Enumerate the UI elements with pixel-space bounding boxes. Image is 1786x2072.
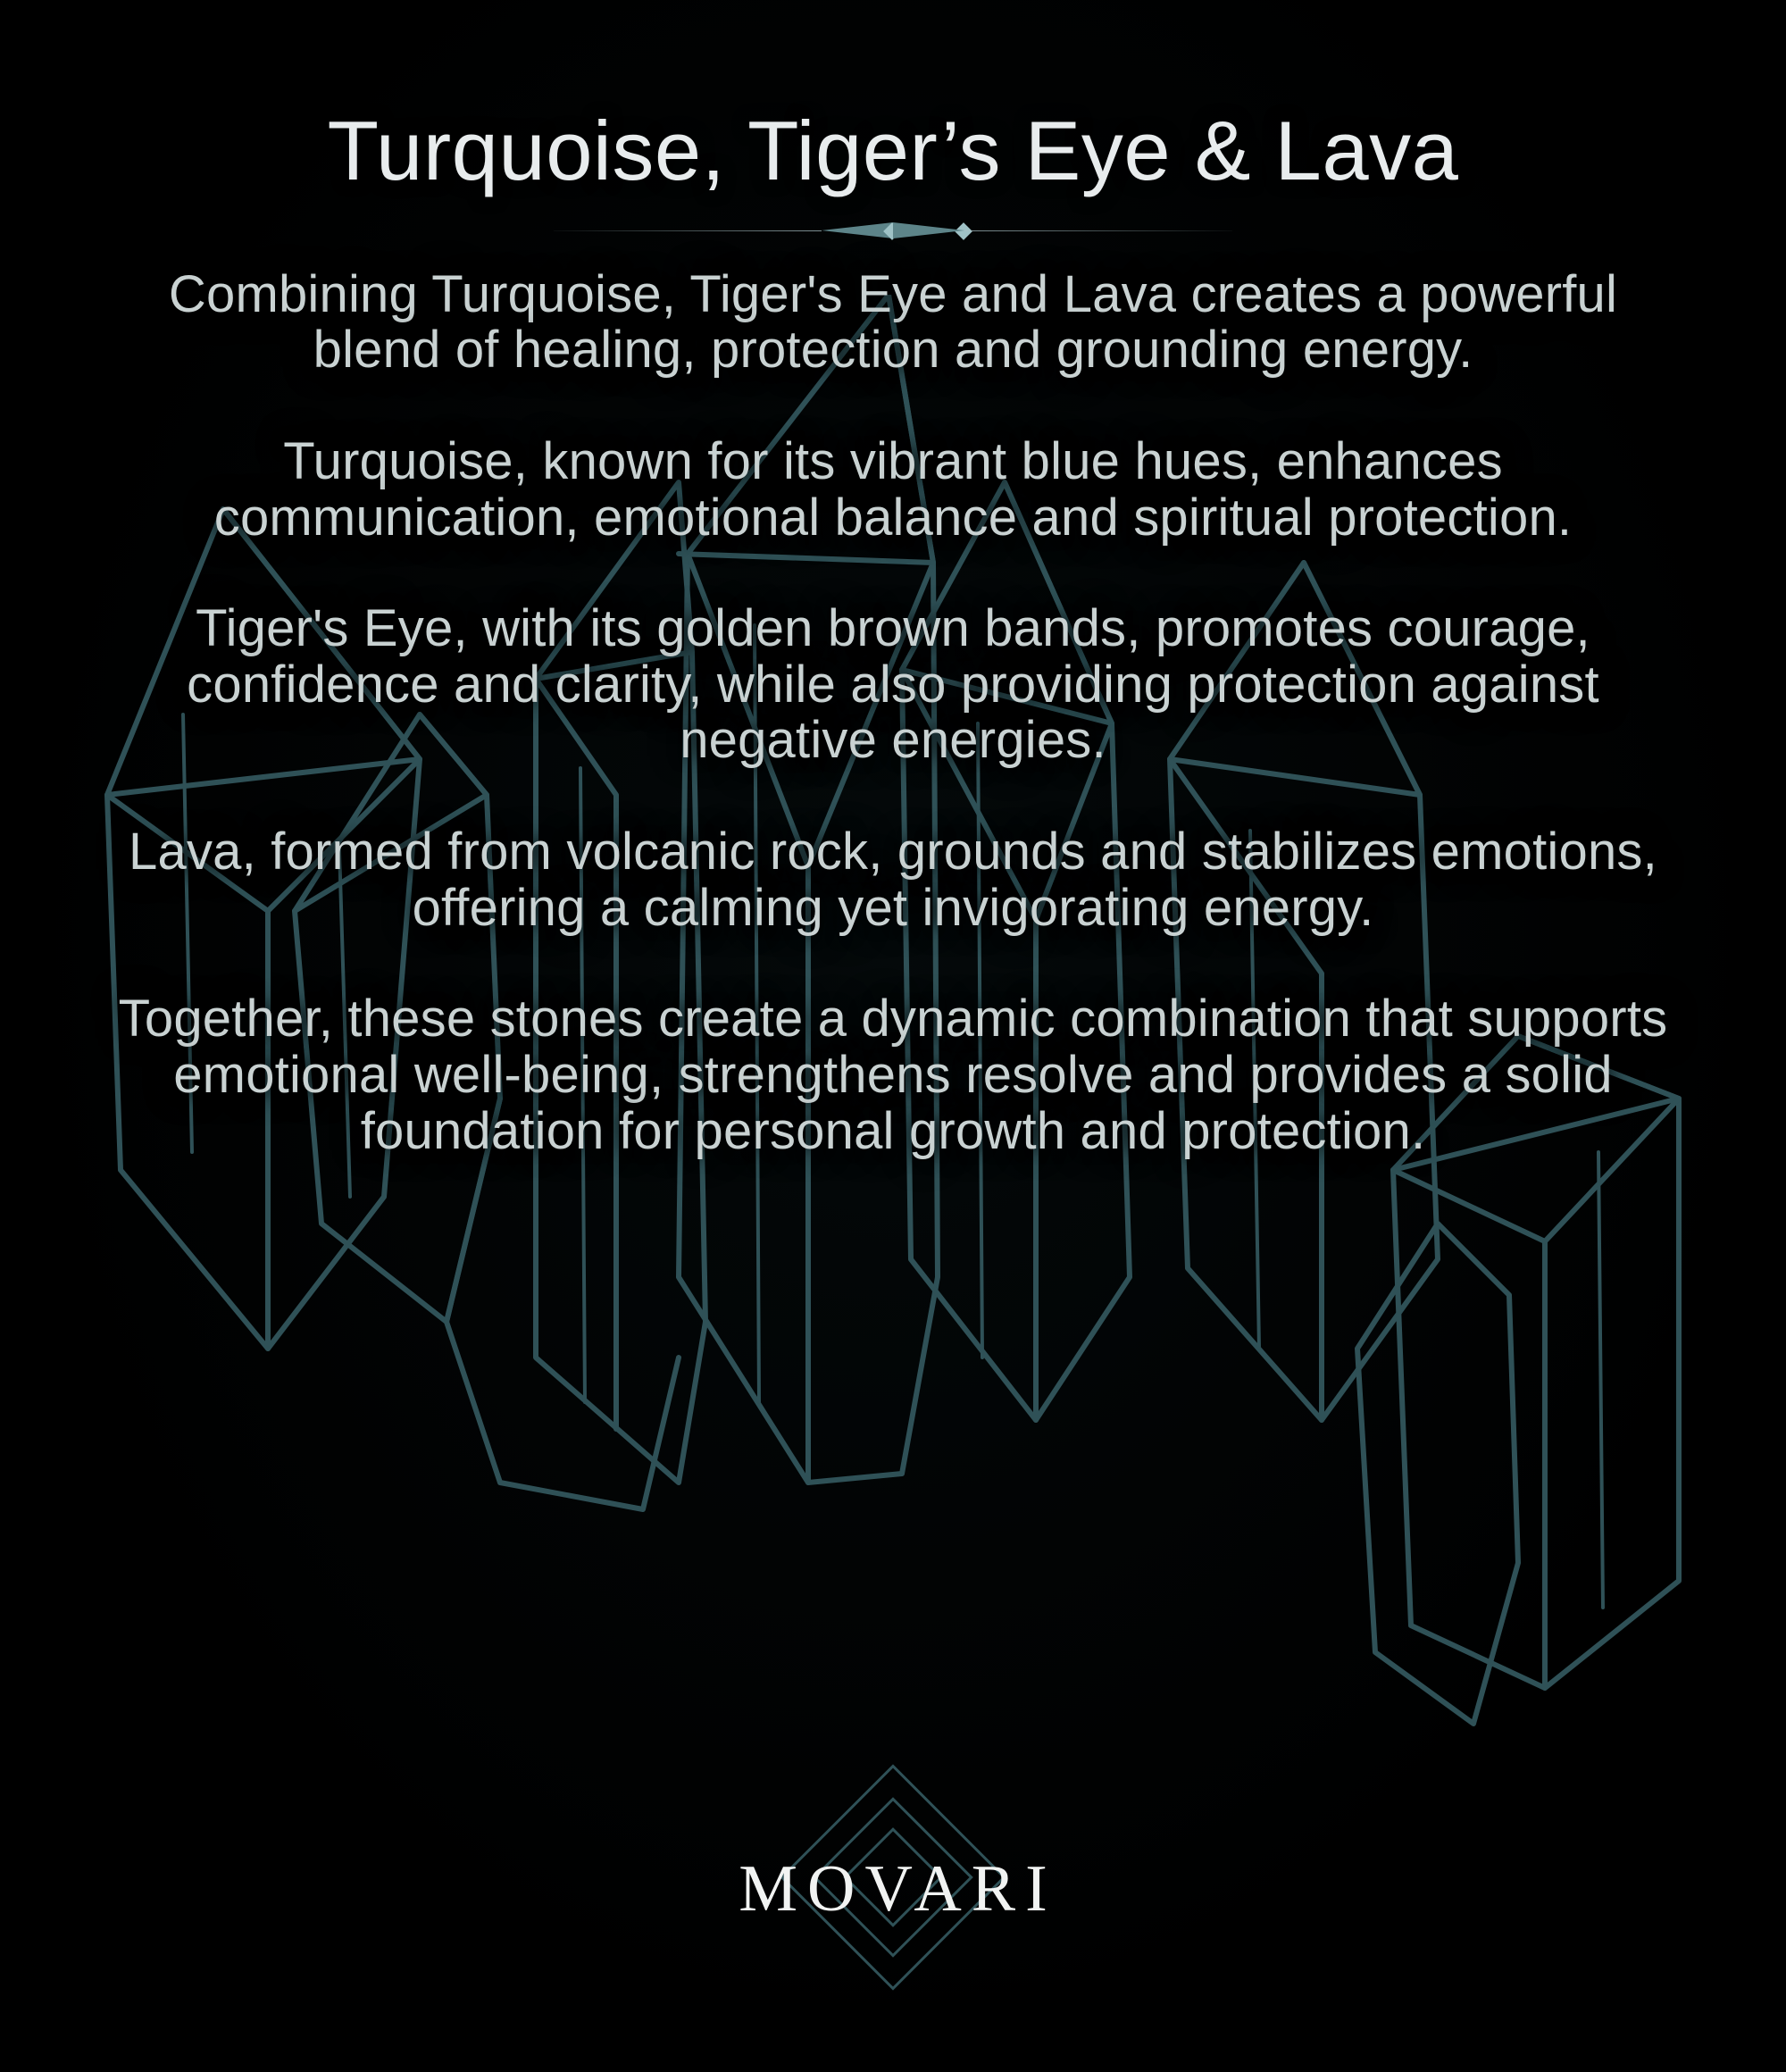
divider-shard-left (822, 222, 893, 238)
diamond-divider-ornament (554, 219, 1232, 242)
body-text (107, 264, 1679, 1160)
page-title: Turquoise, Tiger’s Eye & Lava (327, 104, 1459, 197)
paragraph-lava: Lava, formed from volcanic rock, grounds and stabilizes emotions, offering a calming yet invigorating energy. (129, 823, 1657, 937)
paragraph-tigers-eye: Tiger's Eye, with its golden brown bands, promotes courage, confidence and clarity, while also providing protection against negative energies. (187, 599, 1599, 770)
brand-footer (0, 1752, 1786, 2020)
paragraph-together: Together, these stones create a dynamic combination that supports emotional well-being, strengthens resolve and provides a solid foundation for personal growth and protection. (118, 990, 1668, 1160)
divider-shard-right (893, 222, 964, 238)
divider-line-left (554, 230, 822, 231)
brand-name: MOVARI (739, 1851, 1057, 1926)
paragraph-turquoise: Turquoise, known for its vibrant blue hues, enhances communication, emotional balance and spiritual protection. (213, 431, 1573, 547)
paragraph-intro: Combining Turquoise, Tiger's Eye and Lava creates a powerful blend of healing, protection and grounding energy. (168, 264, 1618, 380)
divider-line-right (964, 230, 1232, 231)
